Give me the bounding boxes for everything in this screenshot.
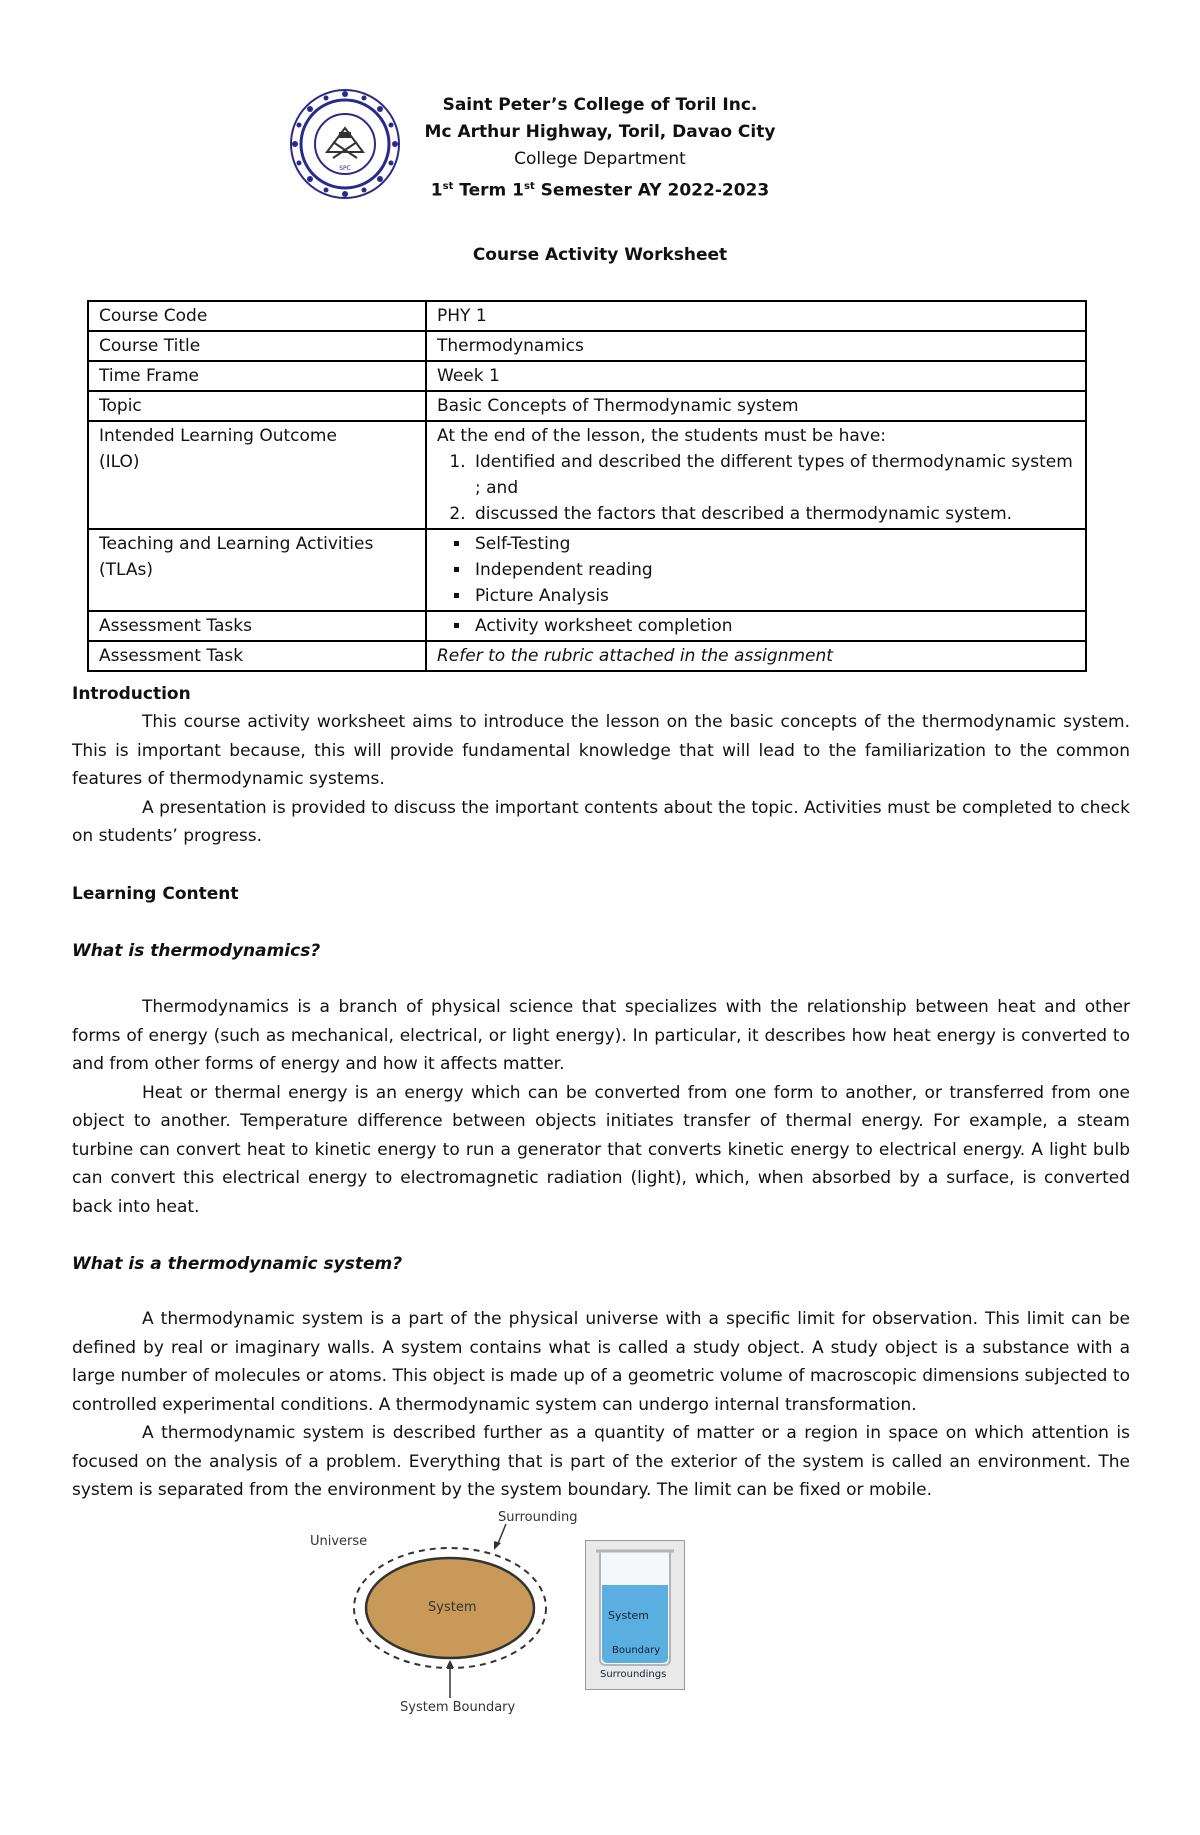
beaker-boundary-label: Boundary — [612, 1645, 661, 1656]
beaker-surroundings-label: Surroundings — [600, 1669, 667, 1680]
list-item: ▪ Picture Analysis — [471, 583, 1075, 609]
question-thermodynamic-system: What is a thermodynamic system? — [72, 1254, 403, 1274]
assessment-tasks-value — [426, 611, 1086, 641]
time-frame-label: Time Frame — [88, 361, 426, 391]
course-title-label: Course Title — [88, 331, 426, 361]
institution-address: Mc Arthur Highway, Toril, Davao City — [424, 122, 776, 142]
institution-name: Saint Peter’s College of Toril Inc. — [442, 95, 758, 115]
thermodynamic-system-body — [72, 1305, 1130, 1505]
course-title-value: Thermodynamics — [426, 331, 1086, 361]
question-thermodynamics: What is thermodynamics? — [72, 941, 321, 961]
introduction-heading: Introduction — [72, 684, 191, 704]
introduction-body — [72, 708, 1130, 851]
time-frame-value: Week 1 — [426, 361, 1086, 391]
list-item: 1. Identified and described the different types of thermodynamic system ; and — [471, 449, 1075, 501]
list-item: ▪ Activity worksheet completion — [471, 613, 1075, 639]
table-row — [88, 611, 1086, 641]
assessment-tasks-list — [437, 613, 1075, 639]
term-line: 1st Term 1st Semester AY 2022-2023 — [430, 180, 770, 201]
ilo-value — [426, 421, 1086, 529]
table-row — [88, 641, 1086, 671]
course-code-label: Course Code — [88, 301, 426, 331]
learning-content-heading: Learning Content — [72, 884, 239, 904]
surrounding-label: Surrounding — [498, 1510, 578, 1525]
table-row — [88, 391, 1086, 421]
course-info-table — [87, 300, 1087, 672]
thermodynamics-paragraph-1: Thermodynamics is a branch of physical science that specializes with the relationship between heat and other forms of energy (such as mechanical, electrical, or light energy). In particular, it describes how heat energy is converted to and from other forms of energy and how it affects matter. — [72, 997, 1130, 1074]
list-item: 2. discussed the factors that described a thermodynamic system. — [471, 501, 1075, 527]
table-row — [88, 421, 1086, 529]
worksheet-title: Course Activity Worksheet — [472, 245, 728, 265]
assessment-tasks-label: Assessment Tasks — [88, 611, 426, 641]
tlas-label — [88, 529, 426, 611]
ilo-intro: At the end of the lesson, the students must be have: — [437, 426, 887, 446]
introduction-paragraph-2: A presentation is provided to discuss the important contents about the topic. Activities must be completed to check on students’ progress. — [72, 797, 1130, 846]
institution-header — [380, 92, 820, 205]
system-boundary-diagram — [300, 1510, 590, 1720]
beaker-system-label: System — [608, 1609, 650, 1622]
thermodynamics-body — [72, 993, 1130, 1221]
assessment-task-value: Refer to the rubric attached in the assignment — [426, 641, 1086, 671]
beaker-figure — [585, 1540, 685, 1690]
system-boundary-label: System Boundary — [400, 1700, 516, 1715]
ilo-label-line2: (ILO) — [99, 452, 140, 472]
department-name: College Department — [514, 149, 686, 169]
system-paragraph-2: A thermodynamic system is described further as a quantity of matter or a region in space on which attention is focused on the analysis of a problem. Everything that is part of the exterior of the system is called an environment. The system is separated from the environment by the system boundary. The limit can be fixed or mobile. — [72, 1423, 1130, 1500]
tlas-label-line1: Teaching and Learning Activities — [99, 534, 374, 554]
topic-label: Topic — [88, 391, 426, 421]
table-row — [88, 331, 1086, 361]
ilo-list — [437, 449, 1075, 527]
list-item: ▪ Self-Testing — [471, 531, 1075, 557]
tlas-label-line2: (TLAs) — [99, 560, 153, 580]
assessment-task-label: Assessment Task — [88, 641, 426, 671]
thermodynamics-paragraph-2: Heat or thermal energy is an energy which can be converted from one form to another, or transferred from one object to another. Temperature difference between objects initiates transfer of thermal energy. For example, a steam turbine can convert heat to kinetic energy to run a generator that converts kinetic energy to electrical energy. A light bulb can convert this electrical energy to electromagnetic radiation (light), which, when absorbed by a surface, is converted back into heat. — [72, 1082, 1130, 1217]
ilo-label — [88, 421, 426, 529]
table-row — [88, 529, 1086, 611]
ilo-label-line1: Intended Learning Outcome — [99, 426, 337, 446]
system-paragraph-1: A thermodynamic system is a part of the physical universe with a specific limit for observation. This limit can be defined by real or imaginary walls. A system contains what is called a study object. A study object is a substance with a large number of molecules or atoms. This object is made up of a geometric volume of macroscopic dimensions subjected to controlled experimental conditions. A thermodynamic system can undergo internal transformation. — [72, 1309, 1130, 1415]
introduction-paragraph-1: This course activity worksheet aims to introduce the lesson on the basic concepts of the thermodynamic system. This is important because, this will provide fundamental knowledge that will lead to the familiarization to the common features of thermodynamic systems. — [72, 712, 1130, 789]
table-row — [88, 301, 1086, 331]
topic-value: Basic Concepts of Thermodynamic system — [426, 391, 1086, 421]
svg-text:SPC: SPC — [339, 165, 351, 172]
table-row — [88, 361, 1086, 391]
list-item: ▪ Independent reading — [471, 557, 1075, 583]
universe-label: Universe — [310, 1534, 368, 1549]
tlas-list — [437, 531, 1075, 609]
tlas-value — [426, 529, 1086, 611]
system-label: System — [428, 1600, 477, 1615]
course-code-value: PHY 1 — [426, 301, 1086, 331]
